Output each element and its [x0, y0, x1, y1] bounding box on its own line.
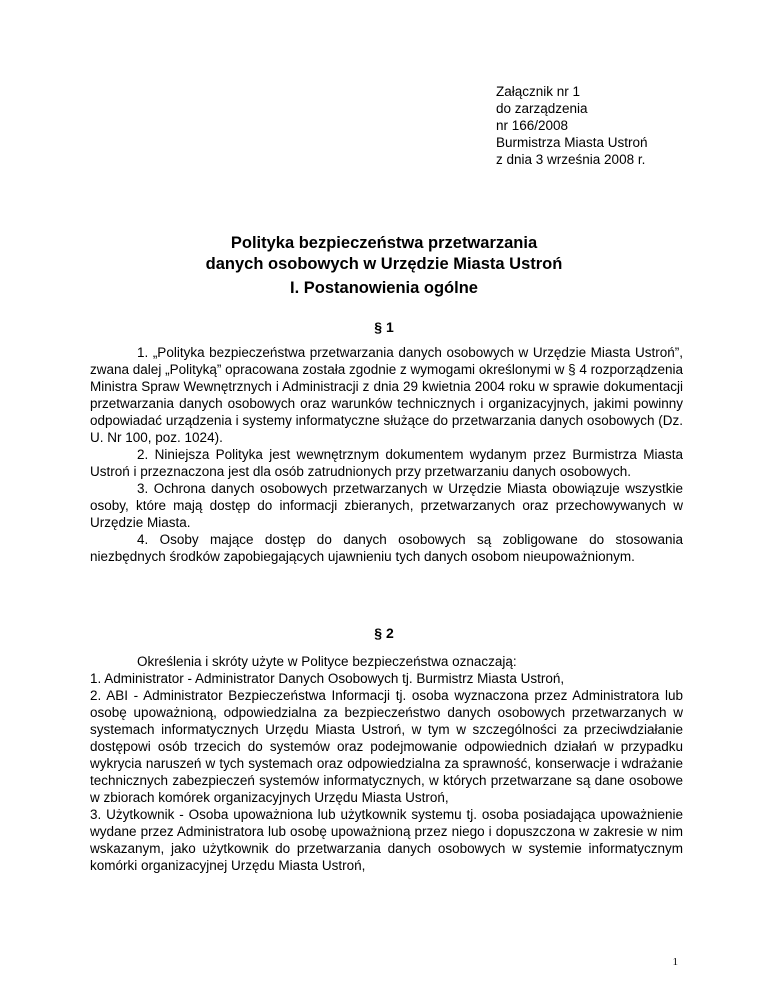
paragraph-intro: Określenia i skróty użyte w Polityce bezpieczeństwa oznaczają: — [137, 654, 517, 669]
paragraph-item: 2. Niniejsza Polityka jest wewnętrznym dokumentem wydanym przez Burmistrza Miasta Ustroń i przeznaczona jest dla osób zatrudnionych przy przetwarzaniu danych osobowych. — [90, 447, 683, 479]
annex-line: z dnia 3 września 2008 r. — [496, 152, 646, 167]
annex-line: Burmistrza Miasta Ustroń — [496, 135, 648, 150]
paragraph-2-body — [90, 653, 683, 874]
paragraph-sign: § 1 — [374, 319, 394, 335]
paragraph-item: 3. Ochrona danych osobowych przetwarzanych w Urzędzie Miasta obowiązuje wszystkie osoby, które mają dostęp do informacji zbieranych, przetwarzanych oraz przechowywanych w Urzędzie Miasta. — [90, 481, 683, 530]
title-line: danych osobowych w Urzędzie Miasta Ustroń — [205, 255, 563, 273]
definition-item: 3. Użytkownik - Osoba upoważniona lub użytkownik systemu tj. osoba posiadająca upoważnienie wydane przez Administratora lub osobę upoważnioną przez niego i dopuszczona w zakresie w nim wskazanym, jako użytkownik do przetwarzania danych osobowych w systemie informatycznym komórki organizacyjnej Urzędu Miasta Ustroń, — [90, 807, 683, 873]
annex-line: nr 166/2008 — [496, 118, 569, 133]
definition-item: 1. Administrator - Administrator Danych Osobowych tj. Burmistrz Miasta Ustroń, — [90, 671, 565, 686]
paragraph-item: 1. „Polityka bezpieczeństwa przetwarzania danych osobowych w Urzędzie Miasta Ustroń”, zwana dalej „Polityką” opracowana została zgodnie z wymogami określonymi w § 4 rozporządzenia Ministra Spraw Wewnętrznych i Administracji z dnia 29 kwietnia 2004 roku w sprawie dokumentacji przetwarzania danych osobowych oraz warunków technicznych i organizacyjnych, jakimi powinny odpowiadać urządzenia i systemy informatyczne służące do przetwarzania danych osobowych (Dz. U. Nr 100, poz. 1024). — [90, 345, 683, 445]
annex-line: do zarządzenia — [496, 101, 588, 116]
section-heading: I. Postanowienia ogólne — [290, 279, 478, 297]
annex-line: Załącznik nr 1 — [496, 84, 581, 99]
title-line: Polityka bezpieczeństwa przetwarzania — [230, 234, 538, 252]
paragraph-item: 4. Osoby mające dostęp do danych osobowych są zobligowane do stosowania niezbędnych środków zapobiegających ujawnieniu tych danych osobom nieupoważnionym. — [90, 532, 683, 564]
paragraph-1-body — [90, 344, 683, 565]
document-title — [0, 233, 768, 275]
annex-header — [496, 83, 648, 168]
definition-item: 2. ABI - Administrator Bezpieczeństwa Informacji tj. osoba wyznaczona przez Administratora lub osobę upoważnioną, odpowiedzialna za bezpieczeństwo danych osobowych przetwarzanych w systemach informatycznych Urzędu Miasta Ustroń, w tym w szczególności za przeciwdziałanie dostępowi osób trzecich do systemów oraz podejmowanie odpowiednich działań w przypadku wykrycia naruszeń w tych systemach oraz odpowiedzialna za sprawność, konserwacje i wdrażanie technicznych zabezpieczeń systemów informatycznych, w których przetwarzane są dane osobowe w zbiorach komórek organizacyjnych Urzędu Miasta Ustroń, — [90, 688, 683, 805]
paragraph-sign: § 2 — [374, 625, 394, 641]
page-number: 1 — [672, 956, 678, 968]
